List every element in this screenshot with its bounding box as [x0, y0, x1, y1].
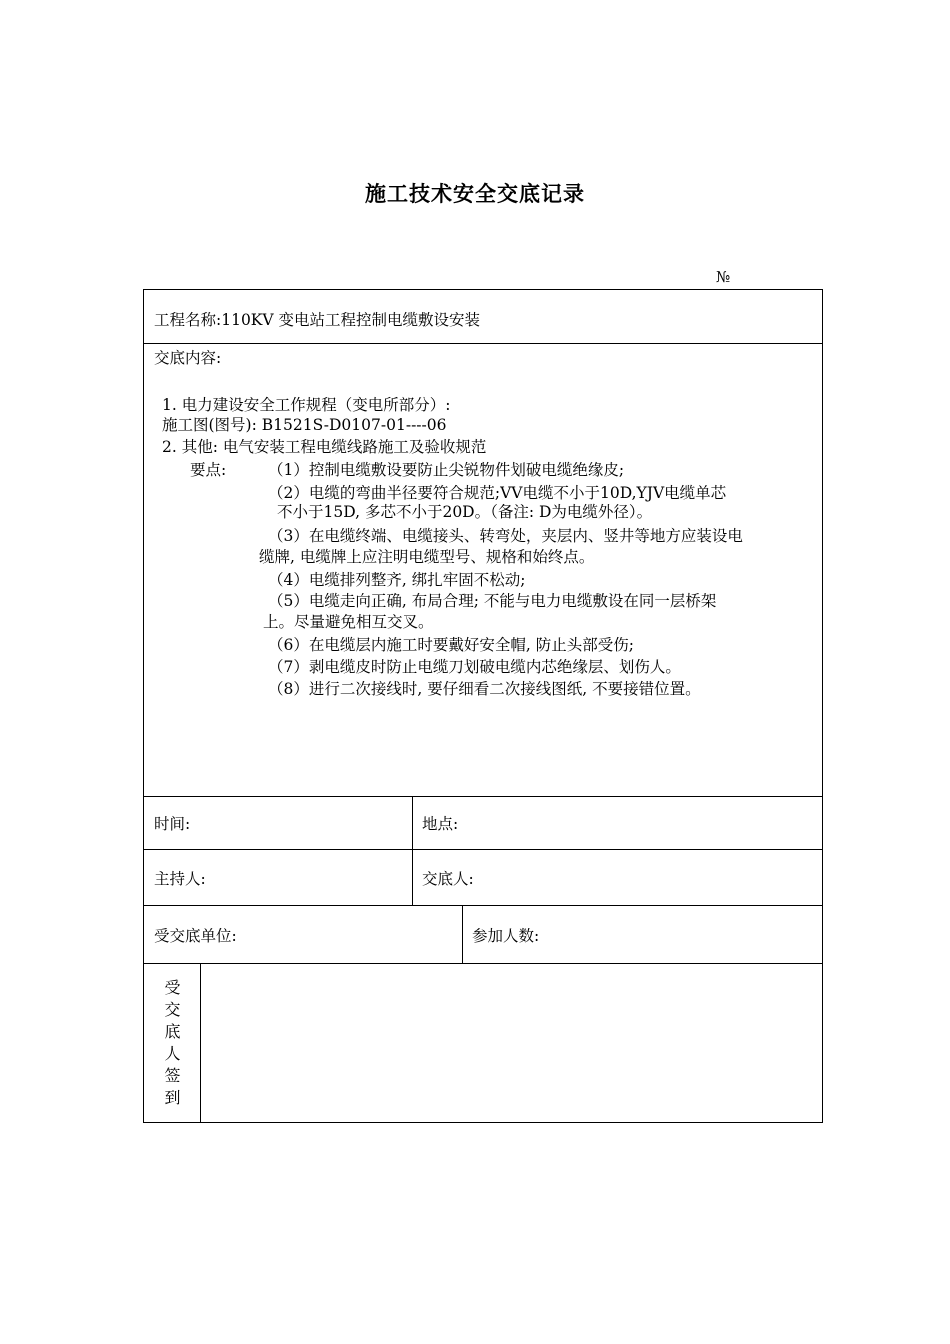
project-name: 工程名称:110KV 变电站工程控制电缆敷设安装 [154, 311, 481, 329]
signature-label-char: 人 [164, 1044, 181, 1063]
place-label: 地点: [422, 815, 459, 833]
content-line: 缆牌, 电缆牌上应注明电缆型号、规格和始终点。 [259, 548, 595, 566]
content-line: 2. 其他: 电气安装工程电缆线路施工及验收规范 [162, 438, 487, 456]
content-line: （7）剥电缆皮时防止电缆刀划破电缆内芯绝缘层、划伤人。 [268, 658, 681, 676]
content-line: （5）电缆走向正确, 布局合理; 不能与电力电缆敷设在同一层桥架 [268, 592, 717, 610]
signature-label-char: 交 [164, 1000, 181, 1019]
participants-label: 参加人数: [472, 927, 540, 945]
signature-area [201, 964, 822, 1122]
receiving-unit-label: 受交底单位: [154, 927, 237, 945]
time-label: 时间: [154, 815, 191, 833]
content-line: 不小于15D, 多芯不小于20D。（备注: D为电缆外径）。 [277, 503, 653, 521]
signature-label-char: 受 [164, 978, 181, 997]
presenter-label: 交底人: [422, 870, 474, 888]
content-line: （8）进行二次接线时, 要仔细看二次接线图纸, 不要接错位置。 [268, 680, 701, 698]
content-line: 1. 电力建设安全工作规程（变电所部分）: [162, 396, 451, 414]
row-divider [144, 343, 822, 344]
content-line: （4）电缆排列整齐, 绑扎牢固不松动; [268, 571, 526, 589]
row-divider [144, 796, 822, 797]
signature-label-char: 到 [164, 1088, 181, 1107]
content-line: （1）控制电缆敷设要防止尖锐物件划破电缆绝缘皮; [268, 461, 625, 479]
content-line: 要点: [190, 461, 227, 479]
record-number-label: № [716, 268, 731, 286]
signature-label-char: 底 [164, 1022, 181, 1041]
column-divider [412, 796, 413, 905]
content-line: 上。尽量避免相互交叉。 [263, 613, 434, 631]
content-line: 施工图(图号): B1521S-D0107-01----06 [162, 416, 447, 434]
safety-briefing-form [143, 289, 823, 1123]
signature-label [144, 964, 201, 1122]
content-line: （2）电缆的弯曲半径要符合规范;VV电缆不小于10D,YJV电缆单芯 [268, 484, 727, 502]
row-divider [144, 849, 822, 850]
row-divider [144, 905, 822, 906]
content-label: 交底内容: [154, 349, 222, 367]
document-title: 施工技术安全交底记录 [365, 182, 585, 206]
host-label: 主持人: [154, 870, 206, 888]
content-line: （3）在电缆终端、电缆接头、转弯处，夹层内、竖井等地方应装设电 [268, 527, 743, 545]
content-line: （6）在电缆层内施工时要戴好安全帽, 防止头部受伤; [268, 636, 634, 654]
signature-label-char: 签 [164, 1066, 181, 1085]
column-divider [462, 905, 463, 963]
